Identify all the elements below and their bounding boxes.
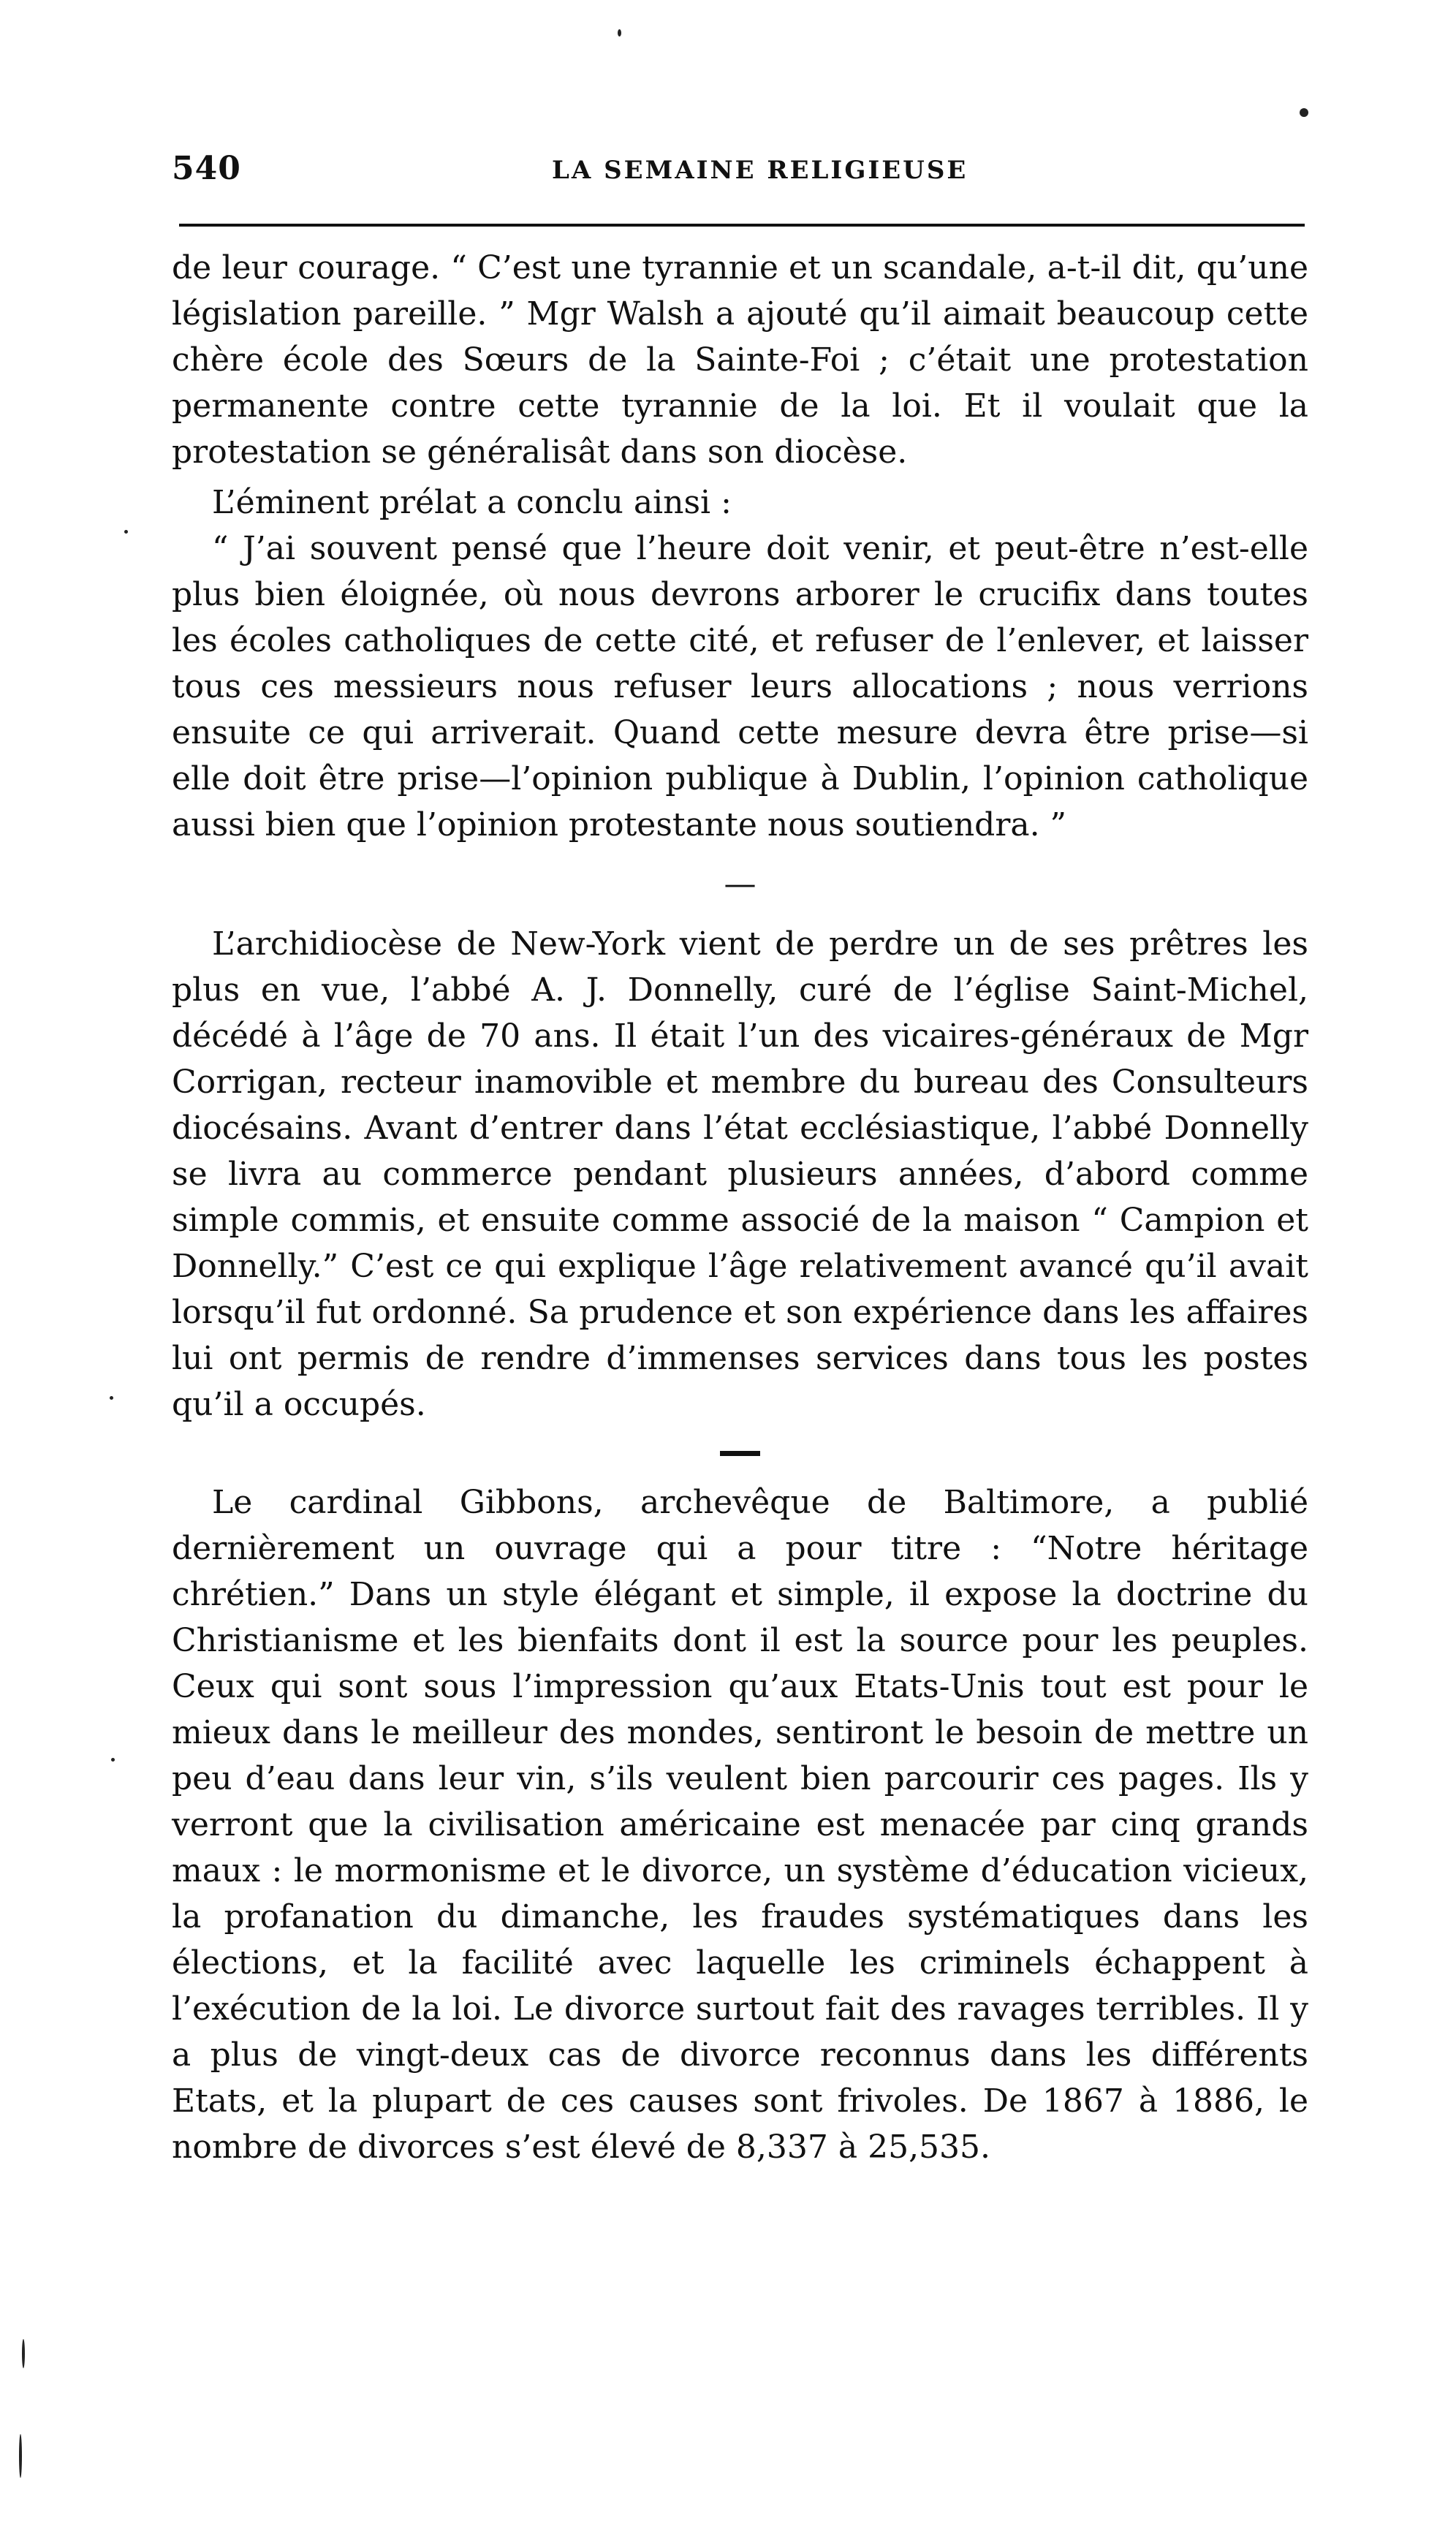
body-text: [172, 245, 1308, 2170]
page-header: [172, 150, 1312, 201]
scan-speck: [1300, 108, 1308, 117]
scan-speck: [124, 530, 128, 534]
scan-speck: [22, 2339, 25, 2368]
section-separator-bar: [172, 1451, 1308, 1456]
paragraph-continuation: de leur courage. “ C’est une tyrannie et un scandale, a-t-il dit, qu’une législation pareille. ” Mgr Walsh a ajouté qu’il aimait beaucoup cette chère école des Sœurs de la Sainte-Foi ; c’était une protestation permanente contre cette tyrannie de la loi. Et il voulait que la protestation se généralisât dans son diocèse.: [172, 249, 1308, 471]
paragraph-new-york: L’archidiocèse de New-York vient de perdre un de ses prêtres les plus en vue, l’abbé A. J. Donnelly, curé de l’église Saint-Michel, décédé à l’âge de 70 ans. Il était l’un des vicaires-généraux de Mgr Corrigan, recteur inamovible et membre du bureau des Consulteurs diocésains. Avant d’entrer dans l’état ecclésiastique, l’abbé Donnelly se livra au commerce pendant plusieurs années, d’abord comme simple commis, et ensuite comme associé de la maison “ Campion et Donnelly.” C’est ce qui explique l’âge relativement avancé qu’il avait lorsqu’il fut ordonné. Sa prudence et son expérience dans les affaires lui ont permis de rendre d’immenses services dans tous les postes qu’il a occupés.: [172, 925, 1308, 1423]
separator-bar: [720, 1451, 760, 1456]
paragraph-quotation: “ J’ai souvent pensé que l’heure doit venir, et peut-être n’est-elle plus bien éloignée, où nous devrons arborer le crucifix dans toutes les écoles catholiques de cette cité, et refuser de l’enlever, et laisser tous ces messieurs nous refuser leurs allocations ; nous verrions ensuite ce qui arriverait. Quand cette mesure devra être prise—si elle doit être prise—l’opinion publique à Dublin, l’opinion catholique aussi bien que l’opinion protestante nous soutiendra. ”: [172, 530, 1308, 844]
page-number: 540: [172, 150, 241, 187]
separator-dash: —: [724, 865, 757, 903]
section-separator-dash: [172, 848, 1308, 921]
running-title: LA SEMAINE RELIGIEUSE: [552, 156, 968, 185]
scan-speck: [110, 1396, 113, 1400]
paragraph-gibbons: Le cardinal Gibbons, archevêque de Baltimore, a publié dernièrement un ouvrage qui a pour titre : “Notre héritage chrétien.” Dans un style élégant et simple, il expose la doctrine du Christianisme et les bienfaits dont il est la source pour les peuples. Ceux qui sont sous l’impression qu’aux Etats-Unis tout est pour le mieux dans le meilleur des mondes, sentiront le besoin de mettre un peu d’eau dans leur vin, s’ils veulent bien parcourir ces pages. Ils y verront que la civilisation américaine est menacée par cinq grands maux : le mormonisme et le divorce, un système d’éducation vicieux, la profanation du dimanche, les fraudes systématiques dans les élections, et la facilité avec laquelle les criminels échappent à l’exécution de la loi. Le divorce surtout fait des ravages terribles. Il y a plus de vingt-deux cas de divorce reconnus dans les différents Etats, et la plupart de ces causes sont frivoles. De 1867 à 1886, le nombre de divorces s’est élevé de 8,337 à 25,535.: [172, 1484, 1308, 2166]
scan-speck: [618, 29, 621, 37]
scan-speck: [19, 2434, 22, 2478]
scan-speck: [111, 1758, 115, 1762]
header-rule: [179, 224, 1305, 227]
paragraph-conclusion-intro: L’éminent prélat a conclu ainsi :: [212, 484, 732, 521]
